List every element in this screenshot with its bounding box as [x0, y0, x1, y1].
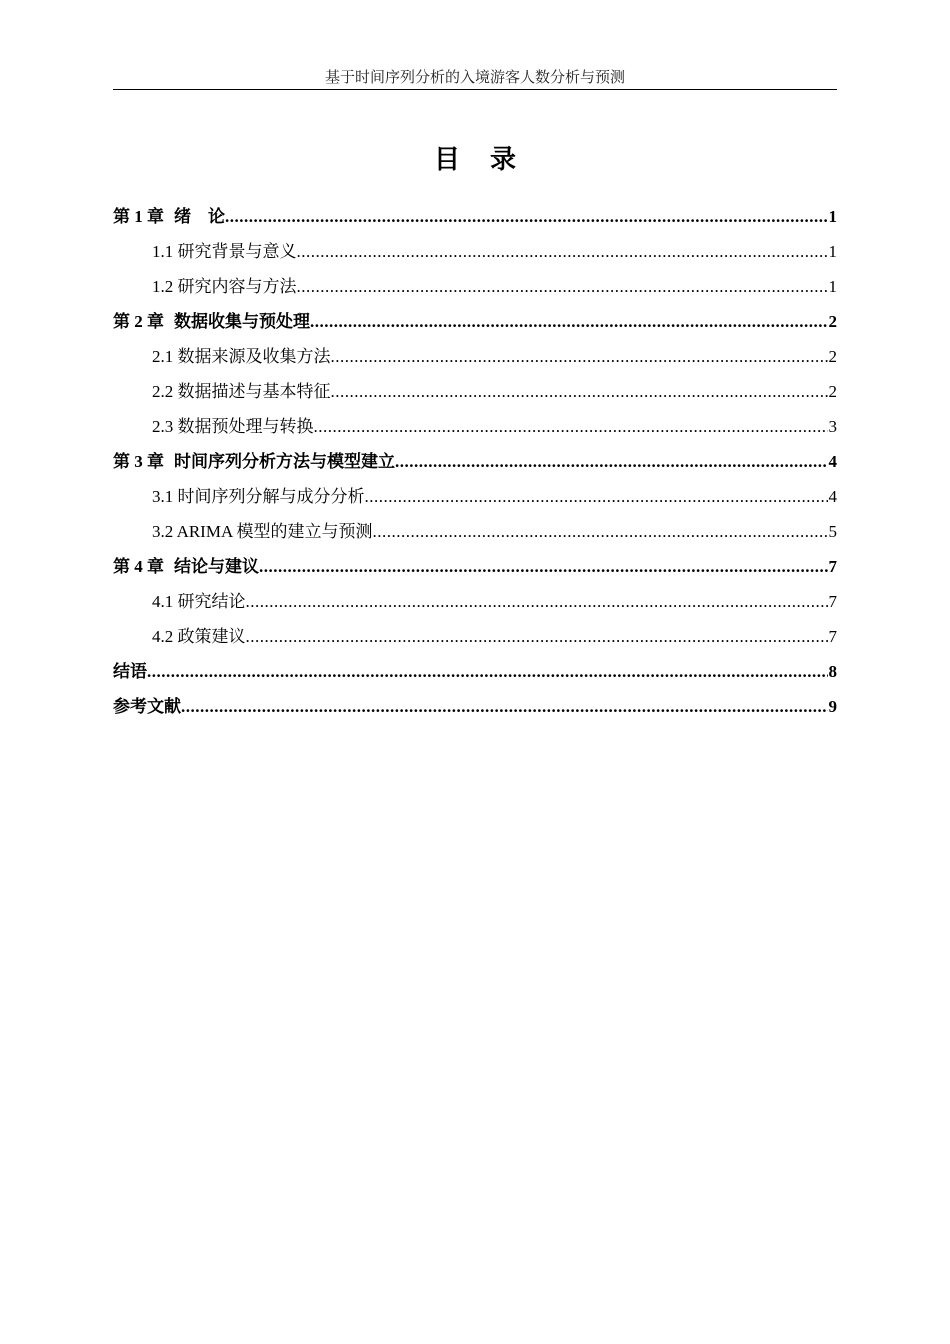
toc-entry-label: 3.1 时间序列分解与成分分析	[152, 487, 365, 506]
toc-entry-page: 2	[828, 347, 837, 366]
toc-entry-page: 7	[828, 627, 837, 646]
toc-entry-label: 参考文献	[113, 697, 181, 716]
toc-entry-4-2[interactable]	[113, 619, 837, 654]
toc-entry-label: 数据收集与预处理	[174, 312, 310, 331]
toc-entry-page: 1	[828, 242, 837, 261]
toc-entry-page: 7	[828, 592, 837, 611]
toc-entry-number: 第 4 章	[113, 557, 164, 576]
toc-leader-dots	[297, 269, 828, 304]
toc-entry-chapter-4[interactable]	[113, 549, 837, 584]
toc-entry-label: 2.3 数据预处理与转换	[152, 417, 314, 436]
toc-entry-label: 2.2 数据描述与基本特征	[152, 382, 331, 401]
page-header	[113, 68, 837, 90]
toc-entry-chapter-3[interactable]	[113, 444, 837, 479]
toc-entry-label: 结论与建议	[174, 557, 259, 576]
toc-leader-dots	[259, 549, 828, 584]
header-title: 基于时间序列分析的入境游客人数分析与预测	[324, 70, 625, 86]
toc-entry-conclusion[interactable]	[113, 654, 837, 689]
toc-entry-label: 绪 论	[174, 207, 225, 226]
toc-leader-dots	[365, 479, 828, 514]
toc-entry-page: 5	[828, 522, 837, 541]
toc-leader-dots	[297, 234, 828, 269]
toc-entry-label: 4.2 政策建议	[152, 627, 246, 646]
toc-entry-page: 2	[828, 382, 837, 401]
toc-leader-dots	[395, 444, 828, 479]
toc-entry-number: 第 1 章	[113, 207, 164, 226]
toc-entry-page: 3	[828, 417, 837, 436]
toc-leader-dots	[331, 374, 828, 409]
toc-entry-3-2[interactable]	[113, 514, 837, 549]
toc-entry-label: 1.1 研究背景与意义	[152, 242, 297, 261]
toc-entry-label: 1.2 研究内容与方法	[152, 277, 297, 296]
toc-entry-page: 8	[828, 662, 837, 681]
toc-leader-dots	[147, 654, 828, 689]
toc-entry-references[interactable]	[113, 689, 837, 724]
toc-entry-page: 4	[828, 452, 837, 471]
toc-entry-2-3[interactable]	[113, 409, 837, 444]
toc-title: 目录	[433, 145, 546, 175]
toc-entry-label: 结语	[113, 662, 147, 681]
toc-entry-number: 第 2 章	[113, 312, 164, 331]
toc-entry-2-2[interactable]	[113, 374, 837, 409]
toc-entry-label: 4.1 研究结论	[152, 592, 246, 611]
toc-entry-page: 4	[828, 487, 837, 506]
toc-entry-page: 9	[828, 697, 837, 716]
toc-entry-label: 3.2 ARIMA 模型的建立与预测	[152, 522, 373, 541]
toc-entry-number: 第 3 章	[113, 452, 164, 471]
toc-leader-dots	[310, 304, 828, 339]
toc-entry-chapter-2[interactable]	[113, 304, 837, 339]
toc-entry-label: 时间序列分析方法与模型建立	[174, 452, 395, 471]
toc-entry-page: 7	[828, 557, 837, 576]
toc-entry-3-1[interactable]	[113, 479, 837, 514]
toc-leader-dots	[314, 409, 828, 444]
toc-entry-page: 2	[828, 312, 837, 331]
toc-entry-label: 2.1 数据来源及收集方法	[152, 347, 331, 366]
toc-leader-dots	[246, 619, 828, 654]
table-of-contents	[113, 199, 837, 724]
toc-leader-dots	[246, 584, 828, 619]
toc-entry-chapter-1[interactable]	[113, 199, 837, 234]
toc-entry-1-1[interactable]	[113, 234, 837, 269]
toc-entry-page: 1	[828, 207, 837, 226]
toc-entry-1-2[interactable]	[113, 269, 837, 304]
toc-leader-dots	[225, 199, 828, 234]
toc-leader-dots	[181, 689, 828, 724]
toc-entry-page: 1	[828, 277, 837, 296]
toc-leader-dots	[331, 339, 828, 374]
toc-entry-2-1[interactable]	[113, 339, 837, 374]
toc-entry-4-1[interactable]	[113, 584, 837, 619]
toc-leader-dots	[373, 514, 828, 549]
